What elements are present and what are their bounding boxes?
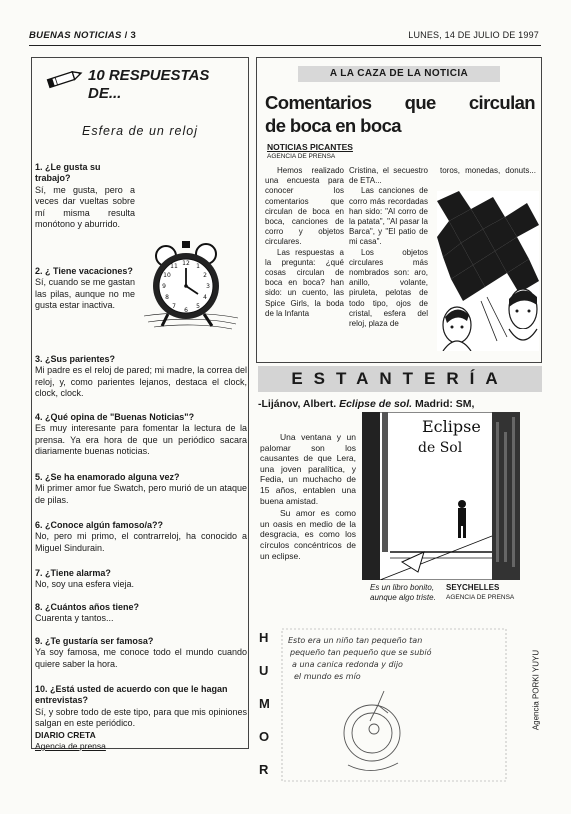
header-rule xyxy=(29,45,541,46)
answer-6: No, pero mi primo, el contrarreloj, ha conocido a Miguel Sindurain. xyxy=(35,531,247,553)
answer-1: Sí, me gusta, pero a veces dar vueltas sobre mí misma resulta monótono y aburrido. xyxy=(35,184,135,230)
humor-letter-h: H xyxy=(259,630,269,645)
answer-4: Es muy interesante para fomentar la lectura de la prensa. Ya era hora de que un periódico sacara diariamente buenas noticias. xyxy=(35,423,247,457)
question-8: 8. ¿Cuántos años tiene? xyxy=(35,602,140,612)
question-9: 9. ¿Te gustaría ser famosa? xyxy=(35,636,154,646)
interview-title-line1: 10 RESPUESTAS xyxy=(88,67,210,84)
humor-handwriting-line4: el mundo es mío xyxy=(294,672,361,681)
news-box xyxy=(256,57,542,363)
svg-text:6: 6 xyxy=(184,307,188,314)
book-cover-title-line2: de Sol xyxy=(418,440,463,456)
book-review-paragraph-1: Una ventana y un palomar son los causantes de que Lera, una joven paralítica, y Fedia, un muchacho de 15 años, entablen una buena amistad. xyxy=(260,432,356,506)
answer-9: Ya soy famosa, me conoce todo el mundo cuando quiere saber la hora. xyxy=(35,647,247,669)
question-2: 2. ¿ Tiene vacaciones? xyxy=(35,266,133,276)
book-cover-image xyxy=(362,412,520,580)
header-separator: / xyxy=(121,30,131,41)
interview-signature: DIARIO CRETA xyxy=(35,729,96,740)
answer-3: Mi padre es el reloj de pared; mi madre, la correa del reloj, y, como parientes lejanos, destaca el clock, clock, clock. xyxy=(35,365,247,399)
qa-item-10 xyxy=(35,684,247,752)
news-column-2 xyxy=(349,166,428,329)
interview-title-line2: DE... xyxy=(88,85,122,102)
news-agency: AGENCIA DE PRENSA xyxy=(267,153,336,160)
question-4: 4. ¿Qué opina de "Buenas Noticias"? xyxy=(35,412,195,422)
news-banner: A LA CAZA DE LA NOTICIA xyxy=(298,66,500,82)
news-paragraph-4: Las canciones de corro más recordadas han sido: "Al corro de la patata", "Al pasar la Barca", y "El patio de mi casa". xyxy=(349,186,428,247)
interview-subtitle: Esfera de un reloj xyxy=(82,124,198,138)
answer-8: Cuarenta y tantos... xyxy=(35,613,114,624)
humor-letter-m: M xyxy=(259,696,270,711)
qa-item-4 xyxy=(35,412,247,458)
svg-text:8: 8 xyxy=(165,294,169,301)
book-caption: Es un libro bonito, aunque algo triste. xyxy=(370,583,436,602)
qa-item-8 xyxy=(35,602,247,625)
qa-item-7 xyxy=(35,568,247,591)
news-paragraph-6: toros, monedas, donuts... xyxy=(440,166,536,175)
humor-letter-o: O xyxy=(259,729,270,744)
svg-text:11: 11 xyxy=(170,263,178,270)
svg-text:10: 10 xyxy=(163,272,171,279)
news-column-1 xyxy=(265,166,344,319)
qa-item-3 xyxy=(35,354,247,400)
question-3: 3. ¿Sus parientes? xyxy=(35,354,116,364)
news-paragraph-1: Hemos realizado una encuesta para conocer los comentarios que circulan de boca en boca, canciones de corro y objetos circulares. xyxy=(265,166,344,247)
page-number: 3 xyxy=(130,30,137,41)
svg-text:7: 7 xyxy=(172,303,176,310)
news-paragraph-5: Los objetos circulares más nombrados son: aro, anillo, volante, piruleta, pelotas de todo tipo, ojos de cristal, esfera del reloj, plaza de xyxy=(349,247,428,329)
humor-letter-u: U xyxy=(259,663,269,678)
page-header-left xyxy=(29,30,136,41)
shelf-signature: SEYCHELLES xyxy=(446,583,500,592)
news-paragraph-2: Las respuestas a la pregunta: ¿qué cosas circulan de boca en boca? han sido: un cuento, las Spice Girls, la boda de la Infanta xyxy=(265,247,344,318)
interview-box xyxy=(31,57,249,752)
news-headline-line2: de boca en boca xyxy=(265,115,401,136)
humor-credit xyxy=(530,625,542,755)
humor-handwriting-line3: a una canica redonda y dijo xyxy=(292,660,403,669)
svg-text:3: 3 xyxy=(206,283,210,290)
svg-text:1: 1 xyxy=(196,263,200,270)
news-section-name: NOTICIAS PICANTES xyxy=(267,142,353,152)
answer-7: No, soy una esfera vieja. xyxy=(35,579,135,590)
qa-item-5 xyxy=(35,472,247,506)
interview-signature-agency: Agencia de prensa xyxy=(35,741,106,752)
pencil-icon xyxy=(42,68,84,90)
book-author: -Lijánov, Albert. xyxy=(258,398,337,410)
question-1: 1. ¿Le gusta su trabajo? xyxy=(35,162,101,184)
humor-credit-text: Agencia PORKI YUYU xyxy=(531,649,541,731)
page-date: LUNES, 14 DE JULIO DE 1997 xyxy=(408,30,539,40)
book-reference xyxy=(258,398,474,410)
humor-handwriting-line2: pequeño tan pequeño que se subió xyxy=(290,648,432,657)
question-10: 10. ¿Está usted de acuerdo con que le hagan entrevistas? xyxy=(35,684,228,706)
humor-cartoon xyxy=(278,625,510,785)
newspaper-name: BUENAS NOTICIAS xyxy=(29,30,122,41)
shelf-signature-agency: AGENCIA DE PRENSA xyxy=(446,594,515,601)
news-headline-line1: Comentarios que circulan xyxy=(265,92,535,113)
svg-text:2: 2 xyxy=(203,272,207,279)
svg-text:12: 12 xyxy=(182,260,190,267)
book-title: Eclipse de sol. xyxy=(339,398,413,410)
svg-text:9: 9 xyxy=(162,283,166,290)
answer-5: Mi primer amor fue Swatch, pero murió de un ataque de pilas. xyxy=(35,483,247,505)
question-7: 7. ¿Tiene alarma? xyxy=(35,568,111,578)
illustration-image xyxy=(437,191,539,351)
question-5: 5. ¿Se ha enamorado alguna vez? xyxy=(35,472,180,482)
qa-item-1 xyxy=(35,162,135,230)
answer-2: Sí, cuando se me gastan las pilas, aunque no me gusta estar inactiva. xyxy=(35,277,135,311)
question-6: 6. ¿Conoce algún famoso/a?? xyxy=(35,520,164,530)
qa-item-9 xyxy=(35,636,247,670)
book-publisher: Madrid: SM, xyxy=(414,398,475,410)
qa-item-6 xyxy=(35,520,247,554)
svg-text:4: 4 xyxy=(203,294,207,301)
book-review-paragraph-2: Su amor es como un oasis en medio de la desgracia, es como los círculos concéntricos de un eclipse. xyxy=(260,508,356,561)
answer-10: Sí, y sobre todo de este tipo, para que mis opiniones salgan en este periódico. xyxy=(35,706,247,729)
news-column-3 xyxy=(440,166,536,176)
shelf-banner: ESTANTERÍA xyxy=(258,366,542,392)
book-cover-title-line1: Eclipse xyxy=(422,417,481,436)
news-paragraph-3: Cristina, el secuestro de ETA... xyxy=(349,166,428,186)
humor-letter-r: R xyxy=(259,762,269,777)
book-review xyxy=(260,432,356,561)
humor-handwriting-line1: Esto era un niño tan pequeño tan xyxy=(288,636,423,645)
qa-item-2 xyxy=(35,266,135,312)
svg-text:5: 5 xyxy=(196,303,200,310)
alarm-clock-icon xyxy=(138,238,242,338)
interview-title xyxy=(88,67,209,103)
